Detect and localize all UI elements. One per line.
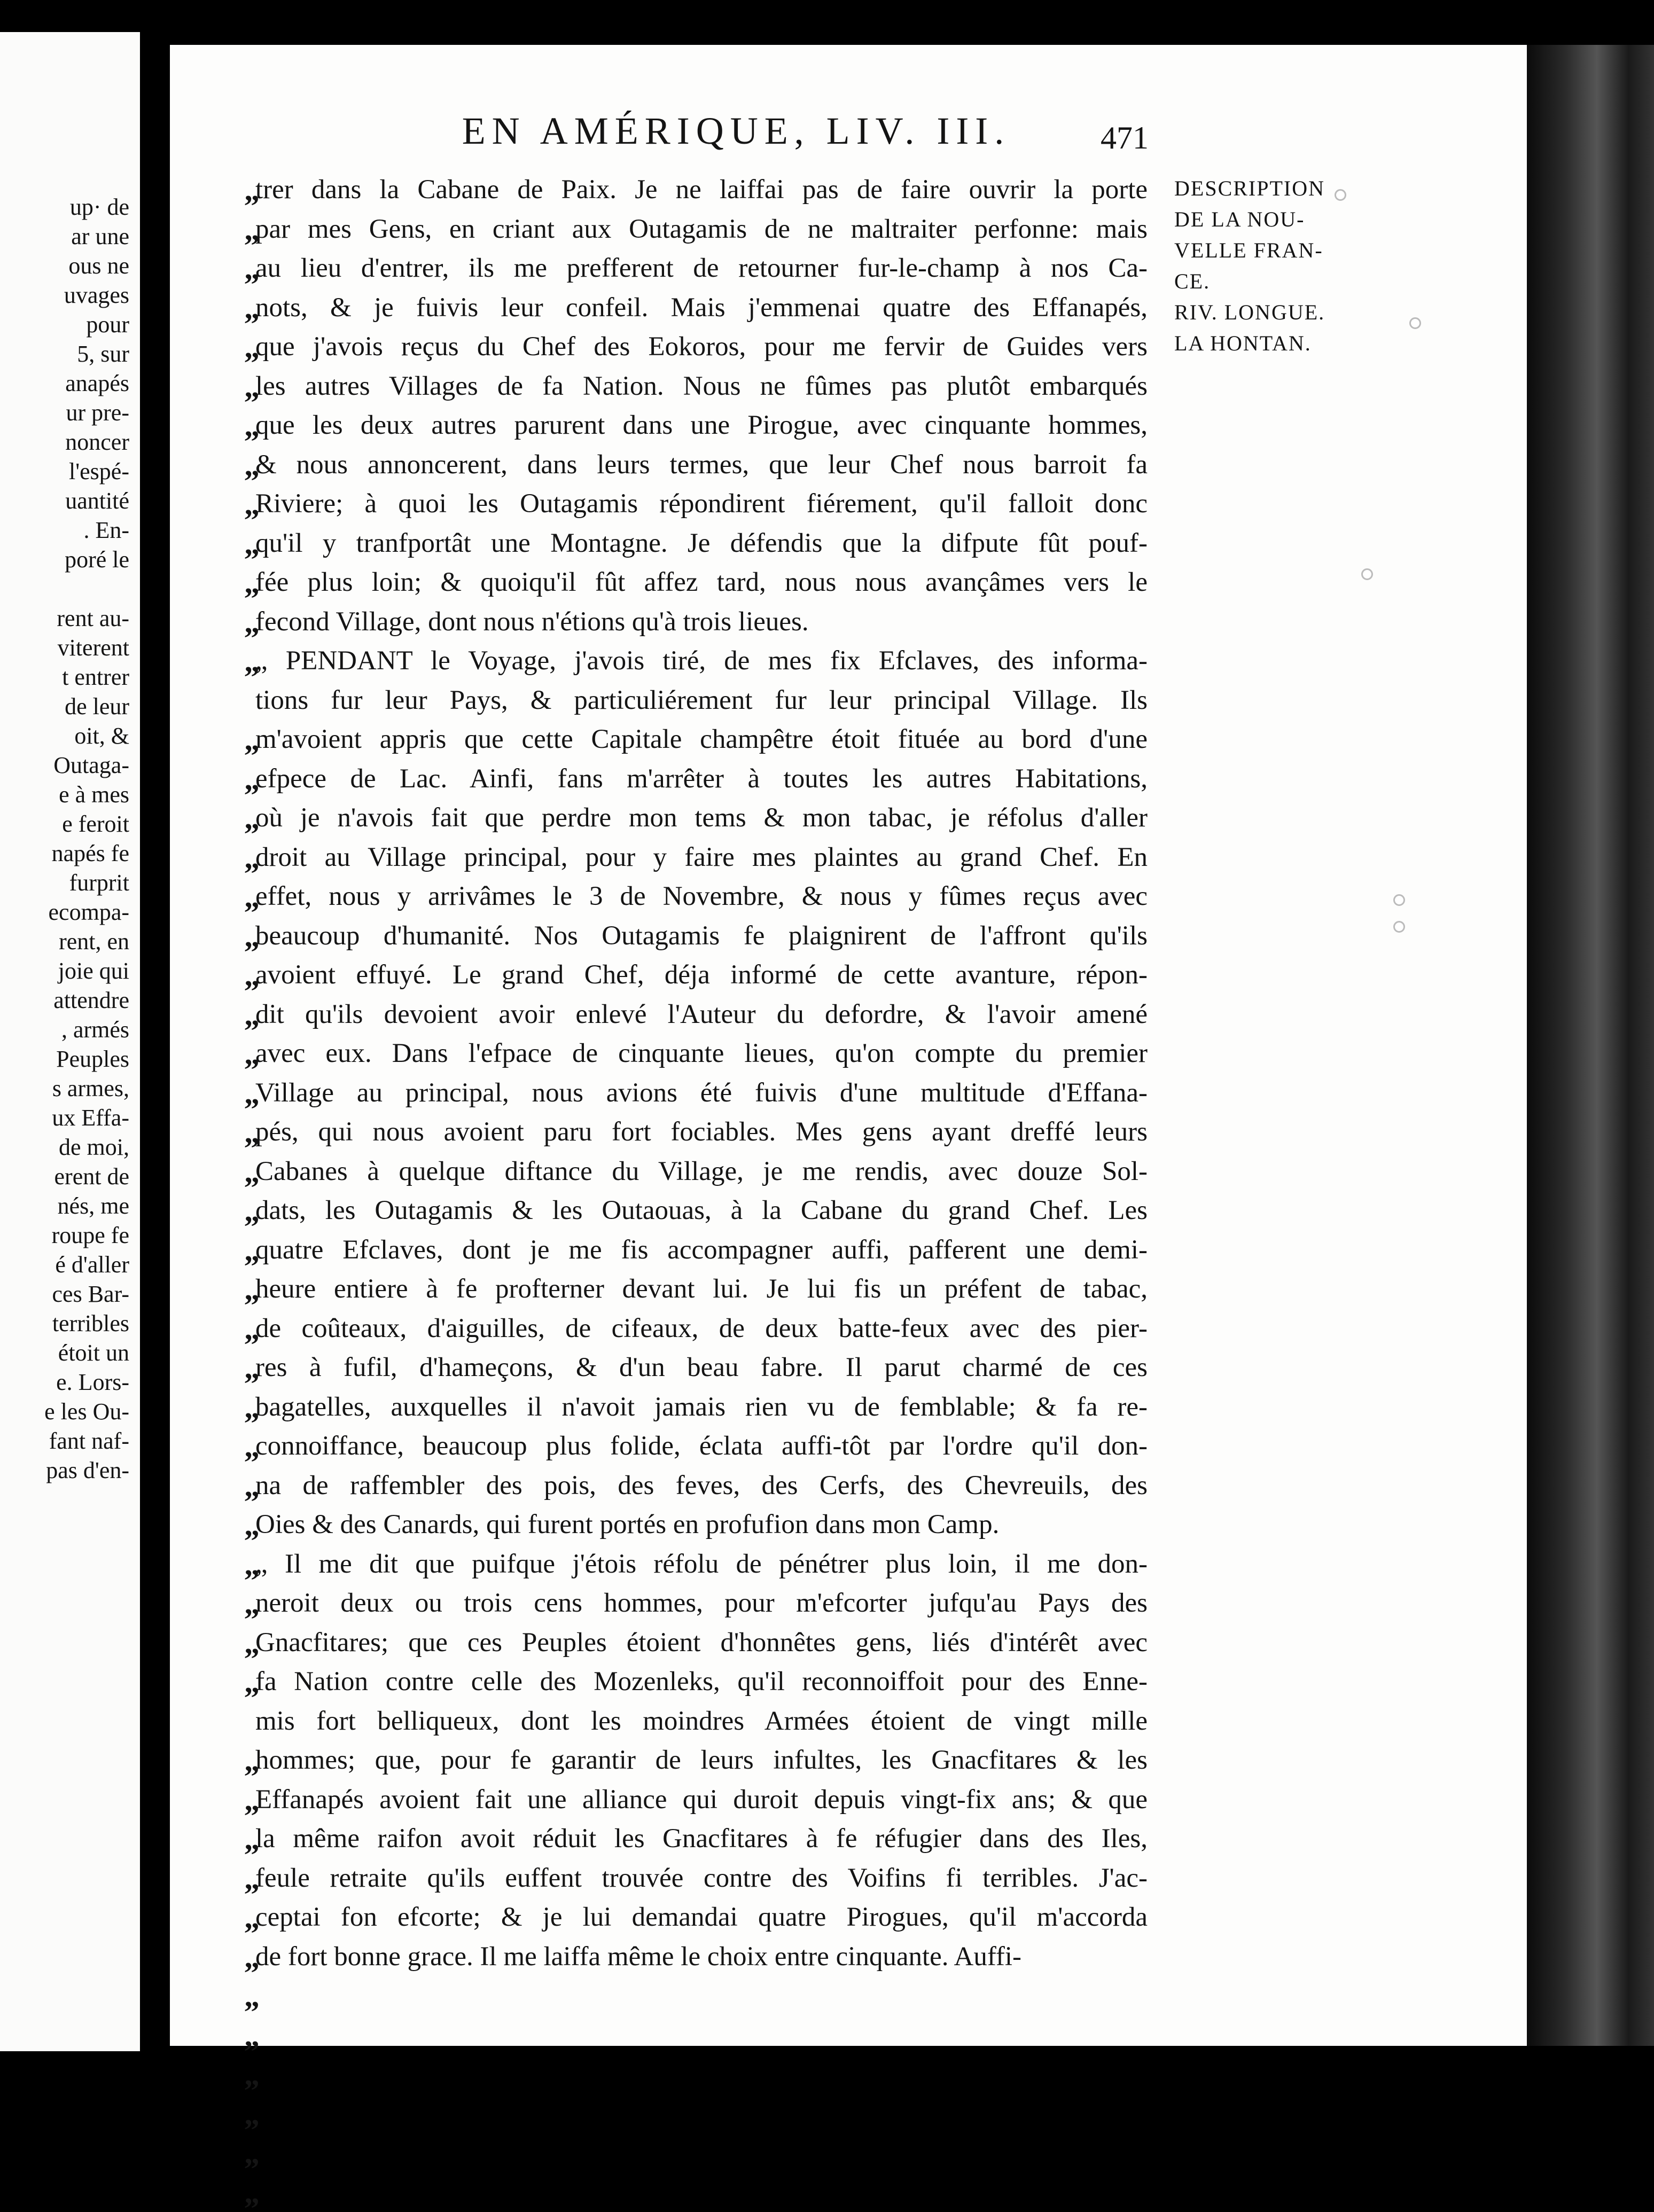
text-line: dit qu'ils devoient avoir enlevé l'Auteur du defordre, & l'avoir amené: [255, 995, 1148, 1035]
previous-page-line: roupe fe: [0, 1221, 140, 1250]
text-line: de fort bonne grace. Il me laiffa même le choix entre cinquante. Auffi-: [255, 1937, 1148, 1977]
margin-note-line: DESCRIPTION: [1174, 173, 1335, 204]
quotation-mark: „: [217, 288, 260, 328]
previous-page-line: e les Ou-: [0, 1397, 140, 1426]
quotation-mark: [217, 681, 260, 721]
previous-page-line: pas d'en-: [0, 1456, 140, 1485]
previous-page-line: uantité: [0, 486, 140, 515]
quotation-mark: „: [217, 1662, 260, 1702]
quotation-mark: „: [217, 1466, 260, 1506]
text-line: de coûteaux, d'aiguilles, de cifeaux, de deux batte-feux avec des pier-: [255, 1309, 1148, 1349]
quotation-mark: „: [217, 2133, 260, 2173]
previous-page-line: terribles: [0, 1309, 140, 1338]
previous-page-line: up· de: [0, 192, 140, 222]
quotation-mark: „: [217, 1427, 260, 1466]
previous-page-line: étoit un: [0, 1338, 140, 1367]
previous-page-line: poré le: [0, 545, 140, 574]
text-line: „ Il me dit que puifque j'étois réfolu de pénétrer plus loin, il me don-: [255, 1545, 1148, 1584]
quotation-marks-column: [217, 170, 260, 2212]
quotation-mark: „: [217, 1937, 260, 1977]
previous-page-line: uvages: [0, 280, 140, 310]
text-line: la même raifon avoit réduit les Gnacfitares à fe réfugier dans des Iles,: [255, 1819, 1148, 1859]
text-line: trer dans la Cabane de Paix. Je ne laiffai pas de faire ouvrir la porte: [255, 170, 1148, 210]
text-line: Cabanes à quelque diftance du Village, je me rendis, avec douze Sol-: [255, 1152, 1148, 1192]
text-line: connoiffance, beaucoup plus folide, éclata auffi-tôt par l'ordre qu'il don-: [255, 1427, 1148, 1466]
quotation-mark: „: [217, 720, 260, 760]
previous-page-line: ux Effa-: [0, 1103, 140, 1132]
previous-page-line: [0, 574, 140, 604]
previous-page-line: viterent: [0, 633, 140, 662]
text-line: fecond Village, dont nous n'étions qu'à trois lieues.: [255, 603, 1148, 642]
dust-speck: [1361, 568, 1373, 580]
previous-page-line: ces Bar-: [0, 1279, 140, 1309]
dust-speck: [1409, 317, 1421, 329]
running-head: EN AMÉRIQUE, LIV. III.: [373, 109, 1099, 153]
quotation-mark: „: [217, 406, 260, 445]
quotation-mark: „: [217, 524, 260, 564]
previous-page-line: rent, en: [0, 927, 140, 956]
quotation-mark: „: [217, 327, 260, 367]
text-line: tions fur leur Pays, & particuliérement fur leur principal Village. Ils: [255, 681, 1148, 721]
quotation-mark: „: [217, 1741, 260, 1780]
quotation-mark: „: [217, 170, 260, 210]
page-number: 471: [1101, 120, 1149, 157]
previous-page-line: t entrer: [0, 662, 140, 692]
quotation-mark: „: [217, 484, 260, 524]
body-text: [255, 170, 1148, 1976]
text-line: que j'avois reçus du Chef des Eokoros, pour me fervir de Guides vers: [255, 327, 1148, 367]
quotation-mark: „: [217, 249, 260, 288]
quotation-mark: „: [217, 642, 260, 681]
quotation-mark: „: [217, 2055, 260, 2094]
previous-page-line: fant naf-: [0, 1426, 140, 1456]
quotation-mark: „: [217, 2094, 260, 2134]
previous-page-line: pour: [0, 310, 140, 339]
previous-page-line: anapés: [0, 369, 140, 398]
previous-page-line: . En-: [0, 515, 140, 545]
quotation-mark: „: [217, 1898, 260, 1937]
text-line: neroit deux ou trois cens hommes, pour m'efcorter jufqu'au Pays des: [255, 1584, 1148, 1623]
text-line: beaucoup d'humanité. Nos Outagamis fe plaignirent de l'affront qu'ils: [255, 917, 1148, 956]
previous-page-line: noncer: [0, 427, 140, 457]
text-line: heure entiere à fe profterner devant lui. Je lui fis un préfent de tabac,: [255, 1270, 1148, 1309]
dust-speck: [1393, 894, 1405, 906]
previous-page-line: ecompa-: [0, 897, 140, 927]
text-line: pés, qui nous avoient paru fort fociables. Mes gens ayant dreffé leurs: [255, 1113, 1148, 1152]
previous-page-line: ur pre-: [0, 398, 140, 427]
quotation-mark: „: [217, 1231, 260, 1270]
text-line: Effanapés avoient fait une alliance qui duroit depuis vingt-fix ans; & que: [255, 1780, 1148, 1820]
text-line: quatre Efclaves, dont je me fis accompagner auffi, pafferent une demi-: [255, 1231, 1148, 1270]
book-edge-shadow: [1527, 45, 1654, 2046]
text-line: que les deux autres parurent dans une Pirogue, avec cinquante hommes,: [255, 406, 1148, 445]
text-line: ceptai fon efcorte; & je lui demandai quatre Pirogues, qu'il m'accorda: [255, 1898, 1148, 1937]
quotation-mark: „: [217, 603, 260, 642]
previous-page-text: [0, 192, 140, 1485]
quotation-mark: „: [217, 995, 260, 1035]
previous-page-line: oit, &: [0, 721, 140, 751]
book-page: [170, 45, 1527, 2046]
text-line: fa Nation contre celle des Mozenleks, qu'il reconnoiffoit pour des Enne-: [255, 1662, 1148, 1702]
text-line: res à fufil, d'hameçons, & d'un beau fabre. Il parut charmé de ces: [255, 1348, 1148, 1388]
previous-page-line: e feroit: [0, 809, 140, 839]
quotation-mark: „: [217, 799, 260, 838]
margin-note-line: RIV. LONGUE.: [1174, 297, 1335, 328]
previous-page-line: furprit: [0, 868, 140, 897]
quotation-mark: „: [217, 838, 260, 878]
text-line: hommes; que, pour fe garantir de leurs infultes, les Gnacfitares & les: [255, 1741, 1148, 1780]
previous-page-line: é d'aller: [0, 1250, 140, 1279]
previous-page-line: attendre: [0, 986, 140, 1015]
text-line: droit au Village principal, pour y faire mes plaintes au grand Chef. En: [255, 838, 1148, 878]
quotation-mark: „: [217, 1191, 260, 1231]
previous-page-line: ar une: [0, 222, 140, 251]
previous-page-line: Peuples: [0, 1044, 140, 1074]
margin-note-line: DE LA NOU-: [1174, 204, 1335, 235]
quotation-mark: „: [217, 917, 260, 956]
quotation-mark: „: [217, 563, 260, 603]
text-line: qu'il y tranfportât une Montagne. Je défendis que la difpute fût pouf-: [255, 524, 1148, 564]
quotation-mark: „: [217, 2173, 260, 2212]
quotation-mark: „: [217, 1034, 260, 1074]
text-line: m'avoient appris que cette Capitale champêtre étoit fituée au bord d'une: [255, 720, 1148, 760]
dust-speck: [1393, 921, 1405, 933]
quotation-mark: [217, 1702, 260, 1741]
previous-page-line: e. Lors-: [0, 1367, 140, 1397]
quotation-mark: „: [217, 1270, 260, 1309]
previous-page-line: joie qui: [0, 956, 140, 986]
previous-page-line: e à mes: [0, 780, 140, 809]
previous-page-fragment: [0, 32, 140, 2051]
text-line: dats, les Outagamis & les Outaouas, à la Cabane du grand Chef. Les: [255, 1191, 1148, 1231]
quotation-mark: „: [217, 1545, 260, 1584]
margin-note: [1174, 173, 1335, 359]
quotation-mark: „: [217, 1976, 260, 2016]
text-line: efpece de Lac. Ainfi, fans m'arrêter à toutes les autres Habitations,: [255, 760, 1148, 799]
text-line: „ PENDANT le Voyage, j'avois tiré, de mes fix Efclaves, des informa-: [255, 642, 1148, 681]
text-line: nots, & je fuivis leur confeil. Mais j'emmenai quatre des Effanapés,: [255, 288, 1148, 328]
quotation-mark: „: [217, 1074, 260, 1113]
quotation-mark: „: [217, 1780, 260, 1820]
previous-page-line: , armés: [0, 1015, 140, 1044]
margin-note-line: CE.: [1174, 266, 1335, 297]
text-line: Village au principal, nous avions été fuivis d'une multitude d'Effana-: [255, 1074, 1148, 1113]
quotation-mark: „: [217, 956, 260, 995]
quotation-mark: „: [217, 1819, 260, 1859]
previous-page-line: erent de: [0, 1162, 140, 1191]
text-line: bagatelles, auxquelles il n'avoit jamais rien vu de femblable; & fa re-: [255, 1388, 1148, 1427]
quotation-mark: „: [217, 1623, 260, 1663]
quotation-mark: „: [217, 1859, 260, 1898]
quotation-mark: „: [217, 760, 260, 799]
previous-page-line: de leur: [0, 692, 140, 721]
text-line: na de raffembler des pois, des feves, des Cerfs, des Chevreuils, des: [255, 1466, 1148, 1506]
quotation-mark: „: [217, 2016, 260, 2055]
margin-note-line: VELLE FRAN-: [1174, 235, 1335, 266]
quotation-mark: „: [217, 210, 260, 249]
text-line: feule retraite qu'ils euffent trouvée contre des Voifins fi terribles. J'ac-: [255, 1859, 1148, 1898]
quotation-mark: „: [217, 445, 260, 485]
text-line: par mes Gens, en criant aux Outagamis de ne maltraiter perfonne: mais: [255, 210, 1148, 249]
text-line: avec eux. Dans l'efpace de cinquante lieues, qu'on compte du premier: [255, 1034, 1148, 1074]
previous-page-line: ous ne: [0, 251, 140, 280]
text-line: où je n'avois fait que perdre mon tems & mon tabac, je réfolus d'aller: [255, 799, 1148, 838]
quotation-mark: „: [217, 1113, 260, 1152]
previous-page-line: 5, sur: [0, 339, 140, 369]
quotation-mark: „: [217, 1505, 260, 1545]
quotation-mark: „: [217, 367, 260, 407]
previous-page-line: nés, me: [0, 1191, 140, 1221]
text-line: Oies & des Canards, qui furent portés en profufion dans mon Camp.: [255, 1505, 1148, 1545]
text-line: les autres Villages de fa Nation. Nous ne fûmes pas plutôt embarqués: [255, 367, 1148, 407]
text-line: & nous annoncerent, dans leurs termes, que leur Chef nous barroit fa: [255, 445, 1148, 485]
previous-page-line: l'espé-: [0, 457, 140, 486]
previous-page-line: rent au-: [0, 604, 140, 633]
text-line: effet, nous y arrivâmes le 3 de Novembre, & nous y fûmes reçus avec: [255, 877, 1148, 917]
dust-speck: [1335, 189, 1346, 201]
text-line: au lieu d'entrer, ils me prefferent de retourner fur-le-champ à nos Ca-: [255, 249, 1148, 288]
quotation-mark: „: [217, 1388, 260, 1427]
text-line: mis fort belliqueux, dont les moindres Armées étoient de vingt mille: [255, 1702, 1148, 1741]
previous-page-line: s armes,: [0, 1074, 140, 1103]
text-line: fée plus loin; & quoiqu'il fût affez tard, nous nous avançâmes vers le: [255, 563, 1148, 603]
quotation-mark: „: [217, 1152, 260, 1192]
text-line: avoient effuyé. Le grand Chef, déja informé de cette avanture, répon-: [255, 956, 1148, 995]
quotation-mark: „: [217, 877, 260, 917]
quotation-mark: „: [217, 1309, 260, 1349]
previous-page-line: Outaga-: [0, 751, 140, 780]
previous-page-line: napés fe: [0, 839, 140, 868]
quotation-mark: „: [217, 1348, 260, 1388]
text-line: Riviere; à quoi les Outagamis répondirent fiérement, qu'il falloit donc: [255, 484, 1148, 524]
previous-page-line: de moi,: [0, 1132, 140, 1162]
text-line: Gnacfitares; que ces Peuples étoient d'honnêtes gens, liés d'intérêt avec: [255, 1623, 1148, 1663]
quotation-mark: „: [217, 1584, 260, 1623]
margin-note-line: LA HONTAN.: [1174, 328, 1335, 359]
